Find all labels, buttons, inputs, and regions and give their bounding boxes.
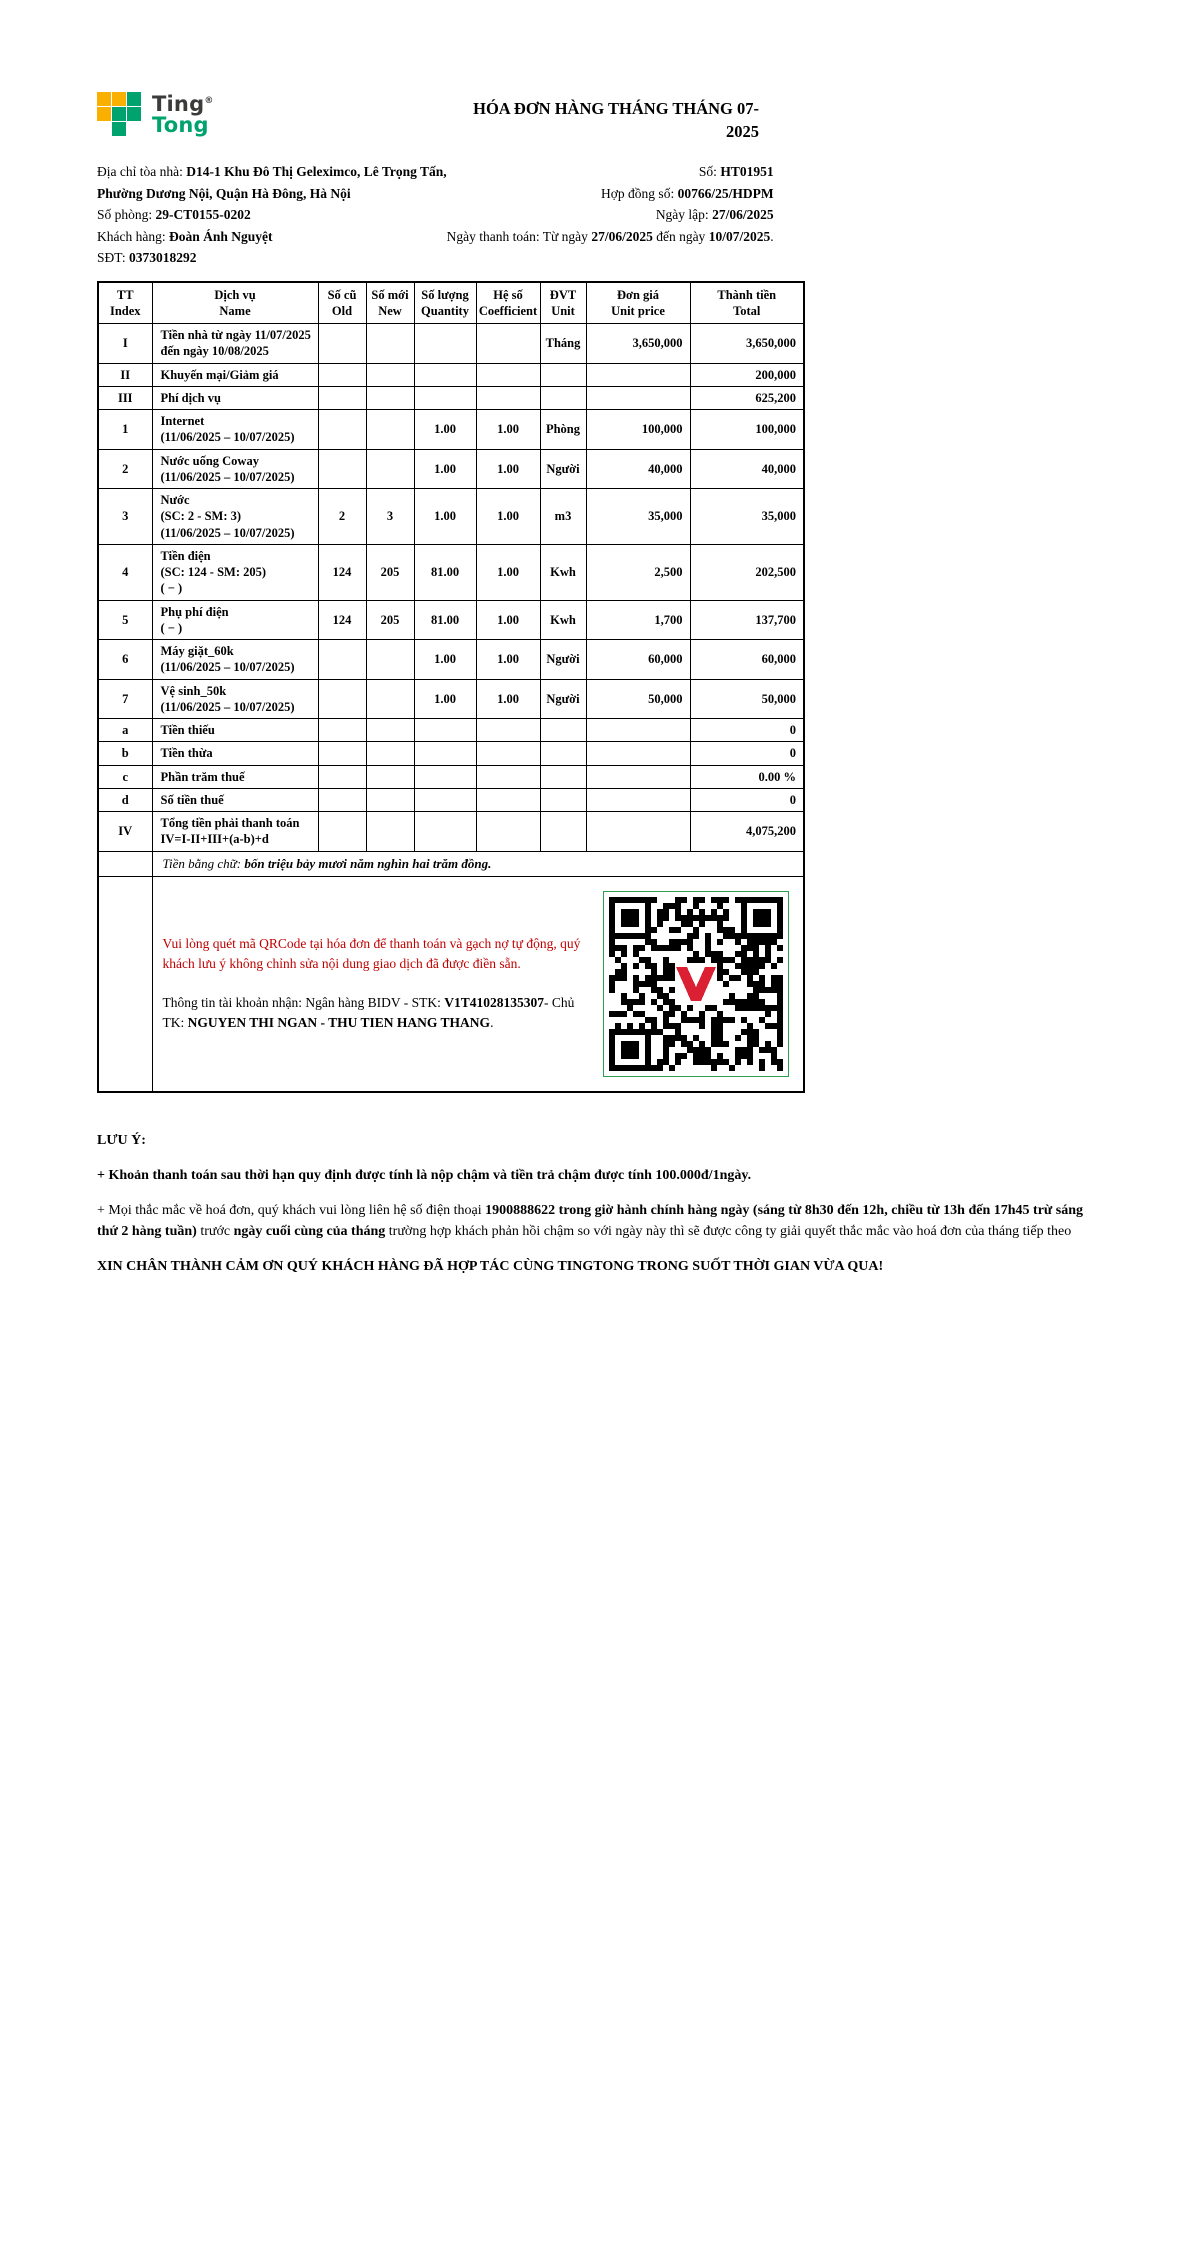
row-index: a [98,719,152,742]
table-row [98,742,804,765]
issue-date-value: 27/06/2025 [712,207,774,223]
row-total: 0.00 % [690,765,804,788]
service-name-line: Số tiền thuế [160,792,224,807]
row-index: IV [98,812,152,852]
quantity [414,812,476,852]
invoice-info-right [447,161,774,269]
unit: Tháng [540,324,586,364]
service-name [152,386,318,409]
service-name-line: Tiền nhà từ ngày 11/07/2025 [160,328,311,343]
unit [540,386,586,409]
unit-price: 100,000 [586,410,690,450]
quantity: 1.00 [414,679,476,719]
payment-to-value: 10/07/2025 [708,228,771,244]
payment-period-end: . [770,228,774,244]
amount-in-words-index-cell [98,851,152,876]
coefficient [476,363,540,386]
row-total: 0 [690,719,804,742]
new-reading: 205 [366,544,414,600]
quantity [414,363,476,386]
contract-number-line [447,183,774,205]
customer-name-label: Khách hàng: [97,228,169,244]
quantity [414,324,476,364]
invoice-number-value: HT01951 [720,164,774,180]
row-index: 5 [98,600,152,640]
payment-cell [152,876,804,1092]
service-name-line: đến ngày 10/08/2025 [160,344,269,359]
amount-in-words-value: bốn triệu bảy mươi năm nghìn hai trăm đồng. [244,855,492,871]
amount-in-words-row [98,851,804,876]
unit-price [586,765,690,788]
service-name-line: ( − ) [160,620,183,635]
service-name-line: Nước uống Coway [160,453,259,468]
table-row [98,324,804,364]
unit: Người [540,679,586,719]
unit [540,788,586,811]
service-name [152,544,318,600]
building-address-line2 [97,183,447,205]
service-name-line: Nước [160,493,190,508]
service-name [152,489,318,545]
qr-code-image [609,897,783,1071]
unit [540,363,586,386]
coefficient: 1.00 [476,449,540,489]
coefficient [476,788,540,811]
table-row [98,788,804,811]
registered-mark-icon: ® [204,95,214,106]
service-name-line: Máy giặt_60k [160,644,234,659]
quantity [414,742,476,765]
note-contact-p3: trường hợp khách phản hồi chậm so với ngày này thì sẽ được công ty giải quyết thắc mắc vào hoá đơn của tháng tiếp theo [385,1223,1072,1239]
table-row [98,489,804,545]
new-reading [366,449,414,489]
service-name-line: Khuyến mại/Giảm giá [160,367,279,382]
account-info-p2: - Chủ TK: [162,994,575,1030]
col-header-old: Số cũ Old [318,282,366,324]
new-reading [366,363,414,386]
invoice-number-label: Số: [698,164,721,180]
new-reading [366,788,414,811]
service-name-line: (SC: 124 - SM: 205) [160,565,267,580]
unit-price: 60,000 [586,640,690,680]
old-reading: 124 [318,544,366,600]
service-name-line: Tiền thiếu [160,723,215,738]
col-header-unit: ĐVT Unit [540,282,586,324]
new-reading [366,324,414,364]
quantity [414,719,476,742]
room-number-label: Số phòng: [97,207,156,223]
unit: Phòng [540,410,586,450]
new-reading [366,812,414,852]
unit-price: 50,000 [586,679,690,719]
service-name-line: Phần trăm thuế [160,769,245,784]
unit-price: 1,700 [586,600,690,640]
building-address-value2: Phường Dương Nội, Quận Hà Đông, Hà Nội [97,185,351,201]
row-index: d [98,788,152,811]
col-header-quantity: Số lượng Quantity [414,282,476,324]
building-address-label: Địa chỉ tòa nhà: [97,164,187,180]
account-info [163,993,590,1034]
row-total: 100,000 [690,410,804,450]
service-name-line: (11/06/2025 – 10/07/2025) [160,469,295,484]
row-total: 137,700 [690,600,804,640]
service-name-line: (11/06/2025 – 10/07/2025) [160,699,295,714]
service-name-line: Vệ sinh_50k [160,683,227,698]
row-total: 625,200 [690,386,804,409]
unit-price [586,386,690,409]
table-row [98,812,804,852]
old-reading [318,742,366,765]
unit [540,719,586,742]
new-reading [366,719,414,742]
unit [540,765,586,788]
note-contact [97,1201,1103,1242]
row-index: 2 [98,449,152,489]
unit [540,742,586,765]
account-holder: NGUYEN THI NGAN - THU TIEN HANG THANG [187,1014,491,1030]
account-info-p1: Thông tin tài khoản nhận: Ngân hàng BIDV - STK: [162,994,445,1010]
col-header-new: Số mới New [366,282,414,324]
note-contact-hotline: 1900888622 trong giờ hành chính hàng ngày (sáng từ 8h30 đến 12h, chiều từ 13h đến 17h45 trừ sáng thứ 2 hàng tuần) [97,1203,1084,1239]
table-row [98,544,804,600]
note-thanks: XIN CHÂN THÀNH CẢM ƠN QUÝ KHÁCH HÀNG ĐÃ HỢP TÁC CÙNG TINGTONG TRONG SUỐT THỜI GIAN VỪA QUA! [97,1258,884,1274]
room-number-line [97,204,447,226]
unit-price: 35,000 [586,489,690,545]
issue-date-line [447,204,774,226]
old-reading [318,363,366,386]
old-reading [318,324,366,364]
row-index: II [98,363,152,386]
old-reading [318,640,366,680]
row-index: I [98,324,152,364]
service-name-line: (11/06/2025 – 10/07/2025) [160,660,295,675]
old-reading [318,788,366,811]
service-name [152,742,318,765]
unit: Kwh [540,544,586,600]
unit-price [586,788,690,811]
new-reading [366,410,414,450]
service-name-line: (11/06/2025 – 10/07/2025) [160,525,295,540]
payment-row [98,876,804,1092]
payment-instructions [163,934,590,1033]
table-row [98,410,804,450]
room-number-value: 29-CT0155-0202 [155,207,251,223]
service-name [152,812,318,852]
coefficient [476,812,540,852]
service-name [152,719,318,742]
coefficient [476,324,540,364]
table-row [98,679,804,719]
old-reading [318,679,366,719]
service-name [152,788,318,811]
invoice-title: HÓA ĐƠN HÀNG THÁNG THÁNG 07-2025 [473,99,759,142]
col-header-coefficient: Hệ số Coefficient [476,282,540,324]
row-total: 40,000 [690,449,804,489]
quantity [414,765,476,788]
row-total: 35,000 [690,489,804,545]
issue-date-label: Ngày lập: [655,207,713,223]
unit-price [586,719,690,742]
service-name [152,765,318,788]
old-reading: 124 [318,600,366,640]
service-name-line: Tổng tiền phải thanh toán [160,816,300,831]
invoice-header [97,92,759,143]
row-total: 202,500 [690,544,804,600]
coefficient: 1.00 [476,600,540,640]
payment-period-mid: đến ngày [652,228,709,244]
old-reading [318,765,366,788]
new-reading [366,386,414,409]
unit-price [586,742,690,765]
row-index: 6 [98,640,152,680]
table-row [98,449,804,489]
customer-phone-line [97,247,447,269]
row-total: 4,075,200 [690,812,804,852]
unit-price: 40,000 [586,449,690,489]
service-name-line: Phụ phí điện [160,604,229,619]
new-reading [366,679,414,719]
tingtong-logo-icon [97,92,143,138]
amount-in-words-cell [152,851,804,876]
payment-period-line [447,226,774,248]
col-header-unit-price: Đơn giá Unit price [586,282,690,324]
qr-code [603,891,789,1077]
col-header-index: TT Index [98,282,152,324]
service-name-line: Internet [160,414,205,429]
new-reading [366,640,414,680]
tingtong-logo [97,92,214,138]
row-total: 0 [690,742,804,765]
old-reading [318,386,366,409]
payment-period-label: Ngày thanh toán: Từ ngày [446,228,592,244]
logo-tong-label: Tong [152,113,209,137]
unit-price [586,812,690,852]
row-index: 3 [98,489,152,545]
coefficient [476,765,540,788]
building-address-line1 [97,161,447,183]
tingtong-logo-text [152,91,214,137]
unit: m3 [540,489,586,545]
table-row [98,600,804,640]
service-name [152,410,318,450]
row-index: 4 [98,544,152,600]
new-reading [366,742,414,765]
payment-index-cell [98,876,152,1092]
table-header-row [98,282,804,324]
service-name-line: (11/06/2025 – 10/07/2025) [160,430,295,445]
row-total: 200,000 [690,363,804,386]
quantity: 81.00 [414,600,476,640]
notes-title: LƯU Ý: [97,1132,146,1148]
unit: Kwh [540,600,586,640]
row-total: 60,000 [690,640,804,680]
invoice-info-left [97,161,447,269]
coefficient: 1.00 [476,640,540,680]
row-index: 7 [98,679,152,719]
service-name-line: IV=I-II+III+(a-b)+d [160,832,269,847]
new-reading [366,765,414,788]
unit-price: 3,650,000 [586,324,690,364]
quantity: 81.00 [414,544,476,600]
customer-name-line [97,226,447,248]
unit-price [586,363,690,386]
notes-section [97,1131,1103,1277]
quantity [414,788,476,811]
contract-number-label: Hợp đồng số: [601,185,678,201]
table-row [98,640,804,680]
new-reading: 205 [366,600,414,640]
logo-ting-label: Ting [152,91,205,116]
service-name-line: Phí dịch vụ [160,390,221,405]
quantity: 1.00 [414,449,476,489]
customer-name-value: Đoàn Ánh Nguyệt [168,228,273,244]
row-total: 50,000 [690,679,804,719]
coefficient: 1.00 [476,489,540,545]
service-name-line: ( − ) [160,581,183,596]
invoice-info [97,161,774,269]
table-row [98,386,804,409]
service-name-line: Tiền thừa [160,746,213,761]
coefficient: 1.00 [476,679,540,719]
building-address-value1: D14-1 Khu Đô Thị Geleximco, Lê Trọng Tấn, [186,164,447,180]
quantity: 1.00 [414,410,476,450]
col-header-name: Dịch vụ Name [152,282,318,324]
service-name [152,363,318,386]
old-reading [318,812,366,852]
qr-instruction-note: Vui lòng quét mã QRCode tại hóa đơn để thanh toán và gạch nợ tự động, quý khách lưu ý không chỉnh sửa nội dung giao dịch đã được điền sẵn. [162,936,581,972]
old-reading [318,449,366,489]
row-index: b [98,742,152,765]
coefficient: 1.00 [476,544,540,600]
invoice-table-body [98,324,804,852]
account-info-p3: . [490,1014,494,1030]
coefficient: 1.00 [476,410,540,450]
account-number: V1T41028135307 [444,994,544,1010]
payment-from-value: 27/06/2025 [591,228,653,244]
service-name [152,679,318,719]
old-reading [318,719,366,742]
unit: Người [540,449,586,489]
note-contact-p2: trước [196,1223,234,1239]
unit-price: 2,500 [586,544,690,600]
table-row [98,363,804,386]
coefficient [476,719,540,742]
customer-phone-value: 0373018292 [128,250,197,266]
new-reading: 3 [366,489,414,545]
invoice-number-line [447,161,774,183]
contract-number-value: 00766/25/HDPM [677,185,774,201]
coefficient [476,742,540,765]
service-name [152,600,318,640]
row-total: 3,650,000 [690,324,804,364]
service-name-line: (SC: 2 - SM: 3) [160,509,242,524]
amount-in-words-label: Tiền bằng chữ: [162,855,245,871]
quantity: 1.00 [414,489,476,545]
invoice-table [97,281,805,1093]
top-section [97,91,774,269]
service-name-line: Tiền điện [160,548,211,563]
note-contact-p1: + Mọi thắc mắc về hoá đơn, quý khách vui lòng liên hệ số điện thoại [97,1203,486,1219]
row-index: 1 [98,410,152,450]
unit [540,812,586,852]
row-index: III [98,386,152,409]
service-name [152,640,318,680]
row-total: 0 [690,788,804,811]
row-index: c [98,765,152,788]
customer-phone-label: SĐT: [97,250,129,266]
old-reading [318,410,366,450]
table-row [98,765,804,788]
col-header-total: Thành tiền Total [690,282,804,324]
note-late-payment: + Khoản thanh toán sau thời hạn quy định được tính là nộp chậm và tiền trả chậm được tính 100.000đ/1ngày. [97,1167,752,1183]
table-row [98,719,804,742]
note-contact-deadline: ngày cuối cùng của tháng [233,1223,386,1239]
quantity [414,386,476,409]
invoice-table-footer [98,851,804,1092]
coefficient [476,386,540,409]
quantity: 1.00 [414,640,476,680]
service-name [152,324,318,364]
service-name [152,449,318,489]
old-reading: 2 [318,489,366,545]
unit: Người [540,640,586,680]
